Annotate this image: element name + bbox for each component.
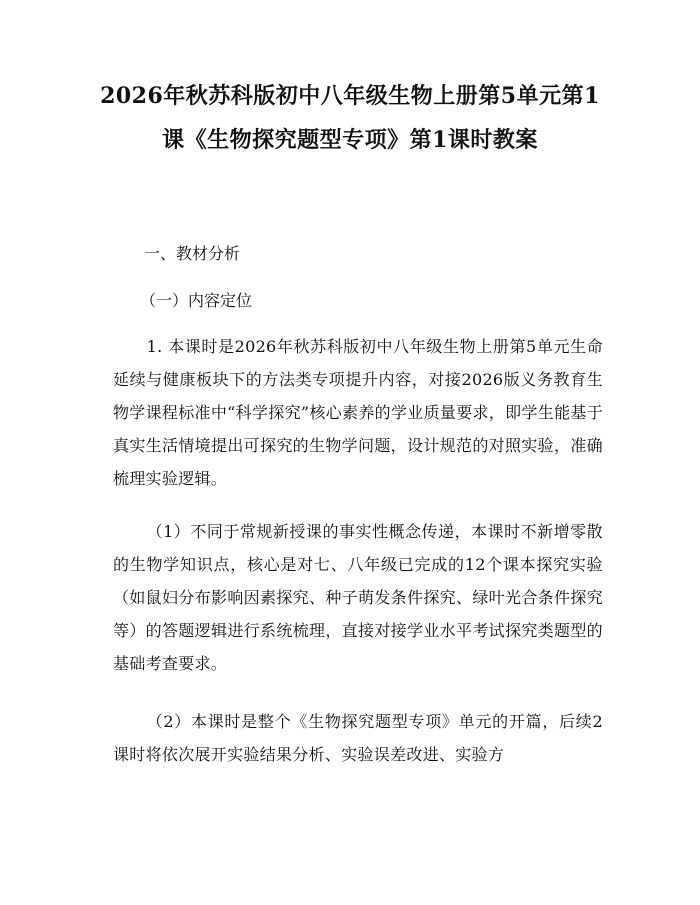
- paragraph-3: （2）本课时是整个《生物探究题型专项》单元的开篇，后续2课时将依次展开实验结果分析、实验误差改进、实验方: [113, 712, 603, 764]
- paragraph-1: 1. 本课时是2026年秋苏科版初中八年级生物上册第5单元生命延续与健康板块下的方法类专项提升内容，对接2026版义务教育生物学课程标准中“科学探究”核心素养的学业质量要求，即学生能基于真实生活情境提出可探究的生物学问题，设计规范的对照实验，准确梳理实验逻辑。: [113, 337, 603, 488]
- document-title: 2026年秋苏科版初中八年级生物上册第5单元第1课《生物探究题型专项》第1课时教案: [100, 83, 600, 153]
- section-heading: 一、教材分析: [144, 244, 241, 263]
- paragraph-2: （1）不同于常规新授课的事实性概念传递，本课时不新增零散的生物学知识点，核心是对七、八年级已完成的12个课本探究实验（如鼠妇分布影响因素探究、种子萌发条件探究、绿叶光合条件探究等）的答题逻辑进行系统梳理，直接对接学业水平考试探究类题型的基础考查要求。: [113, 522, 603, 673]
- subsection-heading: （一）内容定位: [140, 291, 253, 310]
